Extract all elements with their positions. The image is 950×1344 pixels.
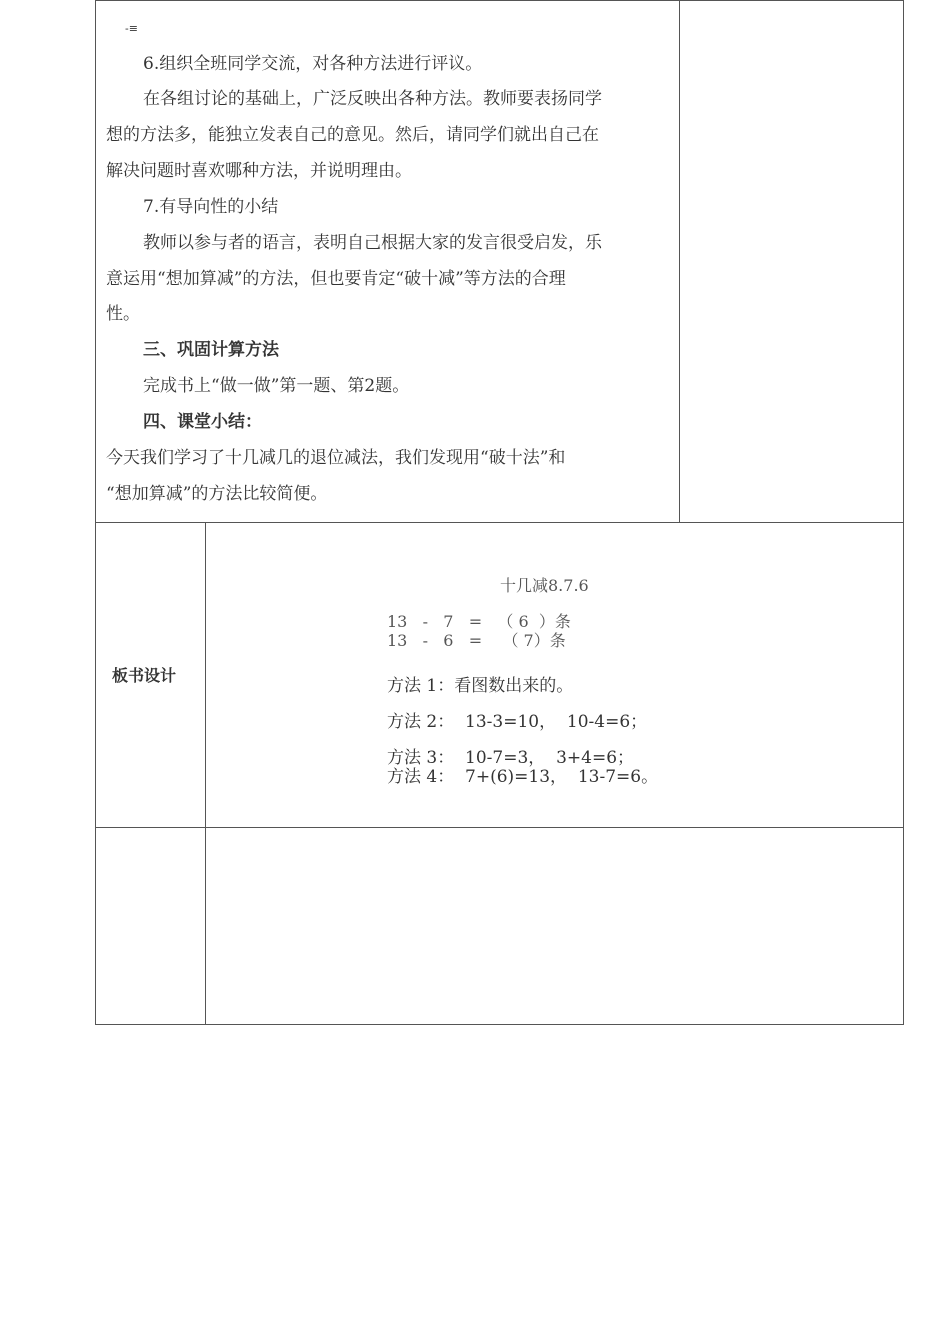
section4-body-line-2: “想加算减”的方法比较简便。 (106, 484, 328, 504)
step6-title: 6.组织全班同学交流，对各种方法进行评议。 (143, 54, 483, 74)
board-method-1: 方法 1：看图数出来的。 (387, 676, 574, 696)
step6-body-line-3: 解决问题时喜欢哪种方法，并说明理由。 (106, 161, 412, 181)
table-divider-top-col (679, 0, 680, 523)
step7-body-line-3: 性。 (106, 304, 140, 324)
section3-body: 完成书上“做一做”第一题、第2题。 (143, 376, 410, 396)
board-method-4: 方法 4： 7+(6)=13， 13-7=6。 (387, 767, 659, 787)
lesson-table (95, 0, 904, 1025)
step6-body-line-2: 想的方法多，能独立发表自己的意见。然后，请同学们就出自己在 (106, 125, 599, 145)
board-title: 十几减8.7.6 (500, 576, 589, 595)
board-method-2: 方法 2： 13-3=10， 10-4=6； (387, 712, 648, 732)
table-divider-label-col (205, 522, 206, 1025)
table-divider-row2 (95, 827, 904, 828)
board-label: 板书设计 (112, 666, 177, 685)
step7-body-line-2: 意运用“想加算减”的方法，但也要肯定“破十减”等方法的合理 (106, 269, 566, 289)
step6-body-line-1: 在各组讨论的基础上，广泛反映出各种方法。教师要表扬同学 (143, 89, 602, 109)
board-method-3: 方法 3： 10-7=3， 3+4=6； (387, 748, 635, 768)
board-equation-2: 13 - 6 = （ 7）条 (387, 631, 566, 650)
table-divider-row1 (95, 522, 904, 523)
section3-title: 三、巩固计算方法 (143, 340, 279, 360)
step7-title: 7.有导向性的小结 (143, 197, 279, 217)
board-equation-1: 13 - 7 = （ 6 ）条 (387, 612, 571, 631)
top-mark: -≡ (125, 22, 138, 35)
step7-body-line-1: 教师以参与者的语言，表明自己根据大家的发言很受启发，乐 (143, 233, 602, 253)
section4-title: 四、课堂小结： (143, 412, 262, 432)
section4-body-line-1: 今天我们学习了十几减几的退位减法，我们发现用“破十法”和 (106, 448, 566, 468)
